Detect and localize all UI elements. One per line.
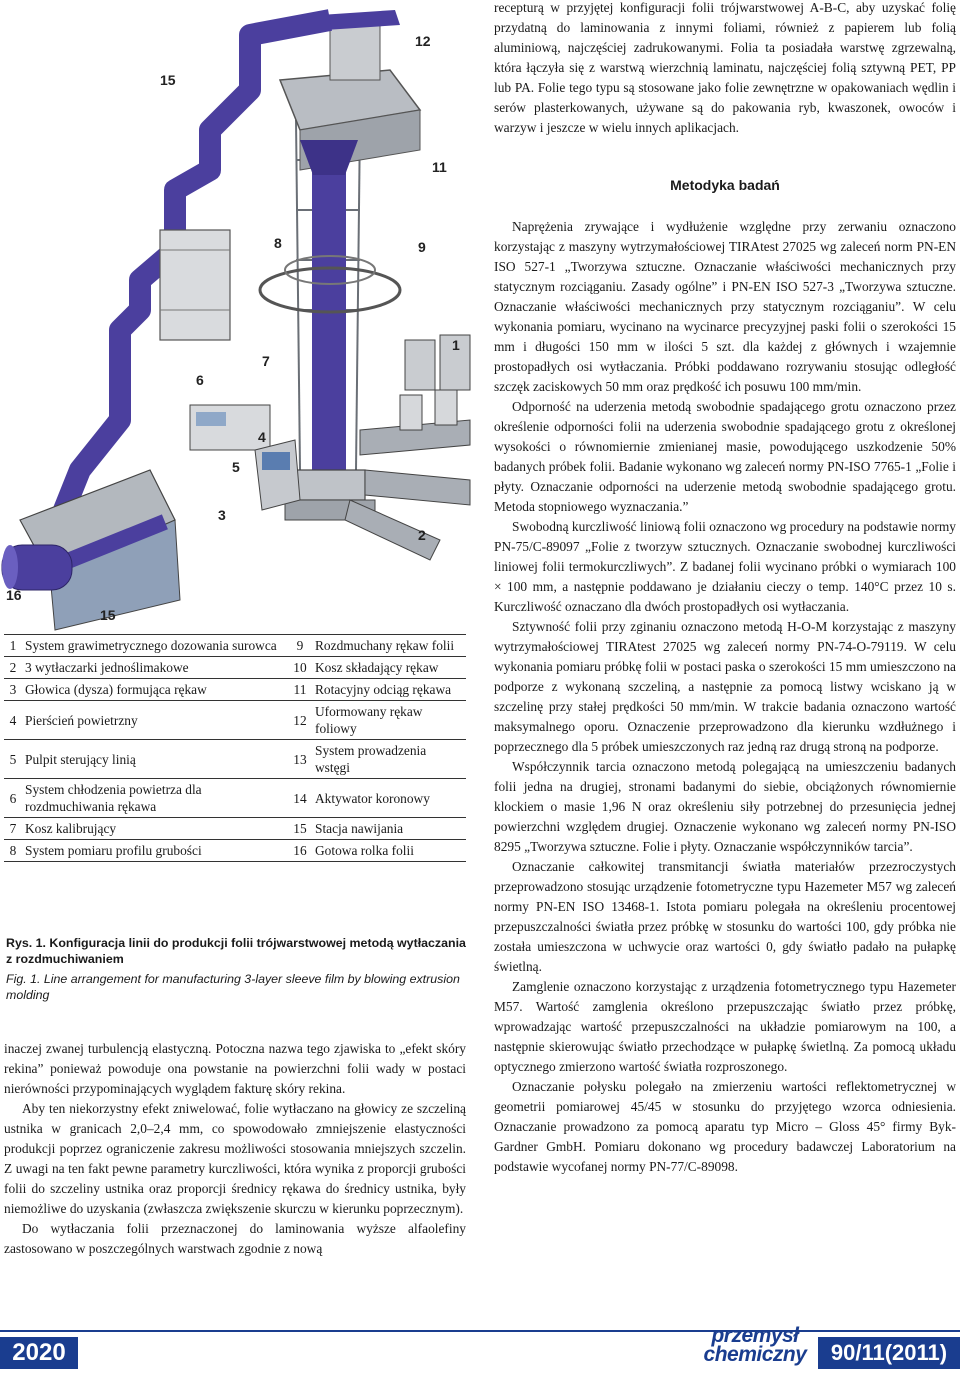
left-paragraph: Do wytłaczania folii przeznaczonej do laminowania wyższe alfaolefiny zastosowano w poszczególnych warstwach zgodnie z nową — [4, 1221, 466, 1256]
extrusion-line-figure — [0, 0, 478, 632]
legend-label: Gotowa rolka folii — [312, 840, 466, 862]
legend-number: 14 — [288, 779, 312, 818]
legend-number: 8 — [4, 840, 22, 862]
legend-row — [4, 701, 466, 740]
legend-label: Pierścień powietrzny — [22, 701, 288, 740]
legend-label: Głowica (dysza) formująca rękaw — [22, 679, 288, 701]
right-column-top-text — [494, 0, 956, 138]
callout-12: 15 — [160, 72, 176, 88]
logo-line-1: przemysł — [711, 1324, 799, 1347]
legend-number: 5 — [4, 740, 22, 779]
right-top-paragraph: recepturą w przyjętej konfiguracji folii trójwarstwowej A-B-C, aby uzyskać folię przydatną do laminowania z innymi foliami, również z papierem lub folią aluminiową, najczęściej zadrukowanymi. Folia ta posiadała warstwę zgrzewalną, która łączyła się z warstwą wierzchnią laminatu, najczęściej folią sztywną PET, PP lub PA. Folie tego typu są stosowane jako folie zewnętrzne w opakowaniach wędlin i serów plasterkowanych, używane są do pakowania ryb, kwaszonek, owoców i warzyw i jeszcze w wielu innych aplikacjach. — [494, 0, 956, 135]
figure-legend-table — [4, 634, 466, 862]
legend-row — [4, 818, 466, 840]
web-guiding-cabinet — [160, 230, 230, 340]
callout-16: 16 — [6, 587, 22, 603]
legend-row — [4, 740, 466, 779]
legend-label: Rozdmuchany rękaw folii — [312, 635, 466, 657]
legend-row — [4, 635, 466, 657]
right-paragraph: Oznaczanie połysku polegało na zmierzeniu wartości reflektometrycznej w geometrii pomiarowej 45/45 w stosunku do przyjętego wzorca odniesienia. Oznaczanie prowadzono za pomocą aparatu typ Micro – Gloss 45° firmy Byk-Gardner GmbH. Pomiaru dokonano wg procedury badawczej Laboratorium na podstawie wycofanej normy PN-77/C-89098. — [494, 1079, 956, 1174]
legend-label: 3 wytłaczarki jednoślimakowe — [22, 657, 288, 679]
callout-10: 11 — [432, 159, 447, 175]
legend-number: 7 — [4, 818, 22, 840]
legend-number: 9 — [288, 635, 312, 657]
caption-english: Fig. 1. Line arrangement for manufacturing 3-layer sleeve film by blowing extrusion molding — [6, 972, 460, 1002]
legend-number: 12 — [288, 701, 312, 740]
legend-row — [4, 679, 466, 701]
legend-label: Kosz kalibrujący — [22, 818, 288, 840]
legend-row — [4, 657, 466, 679]
issue-number: 90/11(2011) — [818, 1337, 960, 1369]
legend-number: 13 — [288, 740, 312, 779]
right-paragraph: Współczynnik tarcia oznaczono metodą polegającą na umieszczeniu badanych folii jedna na drugiej, stronami badanymi do siebie, obciążonych równomiernie klockiem o masie 1,96 N oraz określeniu siły potrzebnej do przesunięcia jednej powierzchni względem drugiej. Oznaczenie wykonano wg zaleceń normy PN-ISO 8295 „Tworzywa sztuczne. Folie i płyty. Oznaczanie współczynników tarcia”. — [494, 759, 956, 854]
legend-label: System chłodzenia powietrza dla rozdmuchiwania rękawa — [22, 779, 288, 818]
logo-line-2: chemiczny — [703, 1343, 807, 1366]
legend-label: System prowadzenia wstęgi — [312, 740, 466, 779]
callout-3: 3 — [218, 507, 226, 523]
legend-row — [4, 840, 466, 862]
legend-number: 3 — [4, 679, 22, 701]
control-desk — [255, 440, 300, 510]
callout-8: 8 — [274, 235, 282, 251]
film-roll — [2, 545, 72, 590]
right-paragraph: Swobodną kurczliwość liniową folii oznaczono wg procedury na podstawie normy PN-75/C-89097 „Folie z tworzyw sztucznych. Oznaczanie swobodnej kurczliwości liniowej folii termokurczliwych”. Z badanej folii wycinano próbki o wymiarach 100 × 100 mm, a następnie poddawano je działaniu cieczy o temp. 140°C przez 10 s. Kurczliwość oznaczano dla dwóch prostopadłych osi wytłaczania. — [494, 519, 956, 614]
section-heading: Metodyka badań — [670, 177, 780, 193]
legend-label: Rotacyjny odciąg rękawa — [312, 679, 466, 701]
legend-body — [4, 635, 466, 862]
callout-4: 4 — [258, 429, 266, 445]
caption-polish: Rys. 1. Konfiguracja linii do produkcji folii trójwarstwowej metodą wytłaczania z rozdmuchiwaniem — [6, 936, 466, 966]
right-paragraph: Naprężenia zrywające i wydłużenie względne przy zerwaniu oznaczono korzystając z maszyny wytrzymałościowej TIRAtest 27025 wg zaleceń norm PN-EN ISO 527-1 „Tworzywa sztuczne. Oznaczanie właściwości mechanicznych przy statycznym rozciąganiu. Zasady ogólne” i PN-EN ISO 527-3 „Tworzywa sztuczne. Oznaczanie właściwości mechanicznych przy statycznym rozciąganiu”. W celu wykonania pomiaru, wycinano na wycinarce precyzyjnej paski folii o szerokości 15 mm i długości 150 mm w ilości 5 szt. dla każdej z głównych i wzajemnie prostopadłych osi wytłaczania. Próbki poddawano rozrywaniu stosując odległość szczęk zaciskowych 50 mm oraz prędkość ich posuwu 100 mm/min. — [494, 219, 956, 394]
page-number: 2020 — [0, 1337, 78, 1369]
right-column-text — [494, 217, 956, 1177]
footer-rule — [0, 1330, 960, 1332]
right-paragraph: Odporność na uderzenia metodą swobodnie spadającego grotu oznaczono przez określenie odporności folii na uderzenia swobodnie spadającego grotu z określonej wysokości o równomiernie zmienianej masie, powodującego uszkodzenie 50% badanych próbek folii. Badanie wykonano wg zaleceń normy PN-ISO 7765-1 „Folie i płyty. Oznaczanie odporności na uderzenie metodą swobodnie spadającego grotu. Metoda stopniowego wyznaczania.” — [494, 399, 956, 514]
left-column-text — [4, 1039, 466, 1259]
blown-film-bubble — [312, 170, 346, 490]
legend-number: 2 — [4, 657, 22, 679]
callout-15: 15 — [100, 607, 116, 623]
legend-number: 4 — [4, 701, 22, 740]
left-paragraph: Aby ten niekorzystny efekt zniwelować, folie wytłaczano na głowicy ze szczeliną ustnika w granicach 2,0–2,4 mm, co spowodowało zmniejszenie elastyczności produkcji poprzez ograniczenie zakresu możliwości stosowania mniejszych szczelin. Z uwagi na ten fakt pewne parametry kurczliwości, która wynika z proporcji grubości folii do szczeliny ustnika oraz proporcji średnicy rękawa do średnicy ustnika, były niemożliwe do uzyskania (zwłaszcza zwiększenie skurczu w kierunku poprzecznym). — [4, 1101, 466, 1216]
legend-number: 10 — [288, 657, 312, 679]
legend-number: 11 — [288, 679, 312, 701]
callout-1: 1 — [452, 337, 460, 353]
callout-9: 9 — [418, 239, 426, 255]
legend-label: Aktywator koronowy — [312, 779, 466, 818]
right-paragraph: Zamglenie oznaczono korzystając z urządzenia fotometrycznego typu Hazemeter M57. Wartość zamglenia określono przepuszczając światło przez próbkę, wprowadzając wartość przepuszczalności na układzie pomiarowym na 100, a następnie skierowując światło przechodzące w pułapkę świetlną. Za pomocą układu optycznego zmierzono wartość światła rozproszonego. — [494, 979, 956, 1074]
legend-number: 16 — [288, 840, 312, 862]
legend-row — [4, 779, 466, 818]
legend-label: System grawimetrycznego dozowania surowca — [22, 635, 288, 657]
right-paragraph: Oznaczanie całkowitej transmitancji światła materiałów przezroczystych przeprowadzono stosując urządzenie fotometryczne typu Hazemeter M57 wg zaleceń normy PN-EN ISO 13468-1. Istota pomiaru polegała na określeniu procentowej przepuszczalności światła przez próbkę w stosunku do wartości 100, gdy próbka nie została umieszczona w uchwycie oraz wartości 0, gdy światło padało na pułapkę świetlną. — [494, 859, 956, 974]
collapsing-frame — [300, 140, 358, 175]
callout-11: 12 — [415, 33, 431, 49]
legend-label: Pulpit sterujący linią — [22, 740, 288, 779]
legend-label: Uformowany rękaw foliowy — [312, 701, 466, 740]
legend-label: System pomiaru profilu grubości — [22, 840, 288, 862]
callout-5: 5 — [232, 459, 240, 475]
legend-label: Kosz składający rękaw — [312, 657, 466, 679]
callout-2: 2 — [418, 527, 426, 543]
legend-number: 6 — [4, 779, 22, 818]
gravimetric-dosing — [405, 335, 470, 390]
right-paragraph: Sztywność folii przy zginaniu oznaczono metodą H-O-M korzystając z maszyny wytrzymałościowej TIRAtest 27025 wg zaleceń normy PN-74-O-79119. W celu wykonania pomiaru próbkę folii w postaci paska o szerokości 15 mm umieszczono na podporze z wykonaną szczeliną, a następnie za pomocą listwy wciskano ją w szczelinę przy stałej prędkości 50 mm/min. W trakcie badania oznaczono wartość maksymalnego oporu. Oznaczenie przeprowadzono dla kierunku wzdłużnego i poprzecznego dla 5 próbek umieszczonych raz jedną raz drugą stroną na podporze. — [494, 619, 956, 754]
left-paragraph: inaczej zwanej turbulencją elastyczną. Potoczna nazwa tego zjawiska to „efekt skóry rekina” ponieważ powoduje ona powstanie na powierzchni folii wady w postaci nierówności przypominających wyglądem fakturę skóry rekina. — [4, 1041, 466, 1096]
callout-6: 6 — [196, 372, 204, 388]
callout-7: 7 — [262, 353, 270, 369]
legend-number: 15 — [288, 818, 312, 840]
journal-logo — [700, 1326, 810, 1374]
figure-caption — [6, 935, 466, 1003]
legend-number: 1 — [4, 635, 22, 657]
legend-label: Stacja nawijania — [312, 818, 466, 840]
